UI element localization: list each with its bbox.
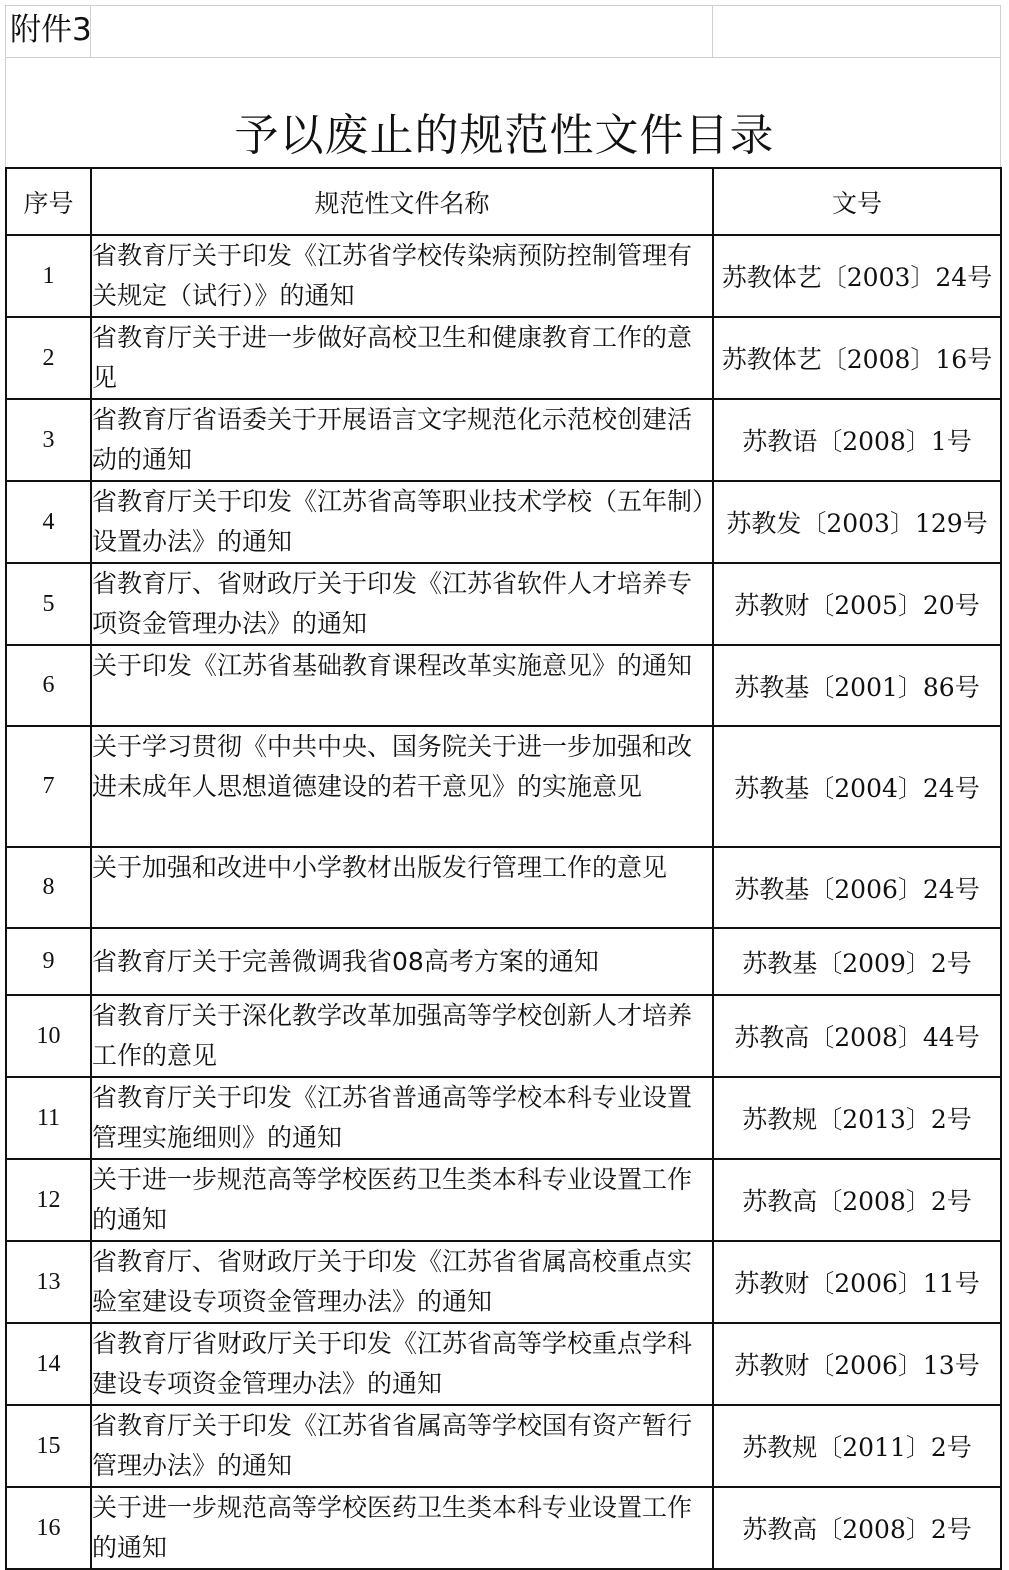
attachment-label: 附件3 (10, 12, 92, 48)
document-number-cell: 苏教高〔2008〕44号 (713, 995, 1001, 1077)
document-number-cell: 苏教体艺〔2008〕16号 (713, 317, 1001, 399)
document-name-cell: 省教育厅关于印发《江苏省学校传染病预防控制管理有关规定（试行）》的通知 (91, 235, 713, 317)
document-number-cell: 苏教财〔2006〕13号 (713, 1323, 1001, 1405)
serial-number-cell: 8 (6, 847, 91, 928)
serial-number-cell: 7 (6, 726, 91, 847)
document-name-cell: 关于学习贯彻《中共中央、国务院关于进一步加强和改进未成年人思想道德建设的若干意见》的实施意见 (91, 726, 713, 847)
document-name-cell: 关于印发《江苏省基础教育课程改革实施意见》的通知 (91, 645, 713, 726)
header-document-number: 文号 (713, 168, 1001, 235)
document-number-cell: 苏教规〔2011〕2号 (713, 1405, 1001, 1487)
table-row (6, 1077, 1001, 1159)
table-row (6, 563, 1001, 645)
grid-cell-top-right (712, 5, 1001, 58)
document-number-cell: 苏教财〔2005〕20号 (713, 563, 1001, 645)
table-row (6, 317, 1001, 399)
document-name-cell: 省教育厅关于印发《江苏省高等职业技术学校（五年制）设置办法》的通知 (91, 481, 713, 563)
document-number-cell: 苏教基〔2006〕24号 (713, 847, 1001, 928)
serial-number-cell: 16 (6, 1487, 91, 1569)
document-name-cell: 省教育厅关于深化教学改革加强高等学校创新人才培养工作的意见 (91, 995, 713, 1077)
document-name-cell: 省教育厅省语委关于开展语言文字规范化示范校创建活动的通知 (91, 399, 713, 481)
document-name-cell: 省教育厅关于印发《江苏省普通高等学校本科专业设置管理实施细则》的通知 (91, 1077, 713, 1159)
header-document-name: 规范性文件名称 (91, 168, 713, 235)
serial-number-cell: 6 (6, 645, 91, 726)
page-title: 予以废止的规范性文件目录 (234, 110, 775, 161)
serial-number-cell: 12 (6, 1159, 91, 1241)
serial-number-cell: 5 (6, 563, 91, 645)
table-header-row (6, 168, 1001, 235)
serial-number-cell: 13 (6, 1241, 91, 1323)
table-row (6, 1159, 1001, 1241)
document-number-cell: 苏教基〔2001〕86号 (713, 645, 1001, 726)
serial-number-cell: 1 (6, 235, 91, 317)
table-body (6, 235, 1001, 1569)
table-row (6, 399, 1001, 481)
table-row (6, 1323, 1001, 1405)
document-name-cell: 省教育厅省财政厅关于印发《江苏省高等学校重点学科建设专项资金管理办法》的通知 (91, 1323, 713, 1405)
serial-number-cell: 2 (6, 317, 91, 399)
document-number-cell: 苏教发〔2003〕129号 (713, 481, 1001, 563)
document-number-cell: 苏教财〔2006〕11号 (713, 1241, 1001, 1323)
document-number-cell: 苏教体艺〔2003〕24号 (713, 235, 1001, 317)
document-name-cell: 省教育厅关于完善微调我省08高考方案的通知 (91, 928, 713, 995)
table-row (6, 645, 1001, 726)
table-row (6, 847, 1001, 928)
serial-number-cell: 10 (6, 995, 91, 1077)
serial-number-cell: 15 (6, 1405, 91, 1487)
serial-number-cell: 14 (6, 1323, 91, 1405)
document-number-cell: 苏教高〔2008〕2号 (713, 1487, 1001, 1569)
table-row (6, 995, 1001, 1077)
serial-number-cell: 9 (6, 928, 91, 995)
table-row (6, 235, 1001, 317)
table-row (6, 1487, 1001, 1569)
serial-number-cell: 4 (6, 481, 91, 563)
document-number-cell: 苏教基〔2009〕2号 (713, 928, 1001, 995)
document-name-cell: 省教育厅、省财政厅关于印发《江苏省省属高校重点实验室建设专项资金管理办法》的通知 (91, 1241, 713, 1323)
serial-number-cell: 3 (6, 399, 91, 481)
document-name-cell: 关于加强和改进中小学教材出版发行管理工作的意见 (91, 847, 713, 928)
document-number-cell: 苏教高〔2008〕2号 (713, 1159, 1001, 1241)
table-row (6, 481, 1001, 563)
document-name-cell: 关于进一步规范高等学校医药卫生类本科专业设置工作的通知 (91, 1487, 713, 1569)
grid-cell-top-middle (90, 5, 713, 58)
document-name-cell: 省教育厅关于印发《江苏省省属高等学校国有资产暂行管理办法》的通知 (91, 1405, 713, 1487)
header-serial-number: 序号 (6, 168, 91, 235)
document-name-cell: 关于进一步规范高等学校医药卫生类本科专业设置工作的通知 (91, 1159, 713, 1241)
document-number-cell: 苏教规〔2013〕2号 (713, 1077, 1001, 1159)
table-row (6, 726, 1001, 847)
document-name-cell: 省教育厅关于进一步做好高校卫生和健康教育工作的意见 (91, 317, 713, 399)
document-number-cell: 苏教基〔2004〕24号 (713, 726, 1001, 847)
document-table (5, 167, 1002, 1570)
document-number-cell: 苏教语〔2008〕1号 (713, 399, 1001, 481)
table-row (6, 1405, 1001, 1487)
table-row (6, 1241, 1001, 1323)
table-row (6, 928, 1001, 995)
serial-number-cell: 11 (6, 1077, 91, 1159)
document-name-cell: 省教育厅、省财政厅关于印发《江苏省软件人才培养专项资金管理办法》的通知 (91, 563, 713, 645)
